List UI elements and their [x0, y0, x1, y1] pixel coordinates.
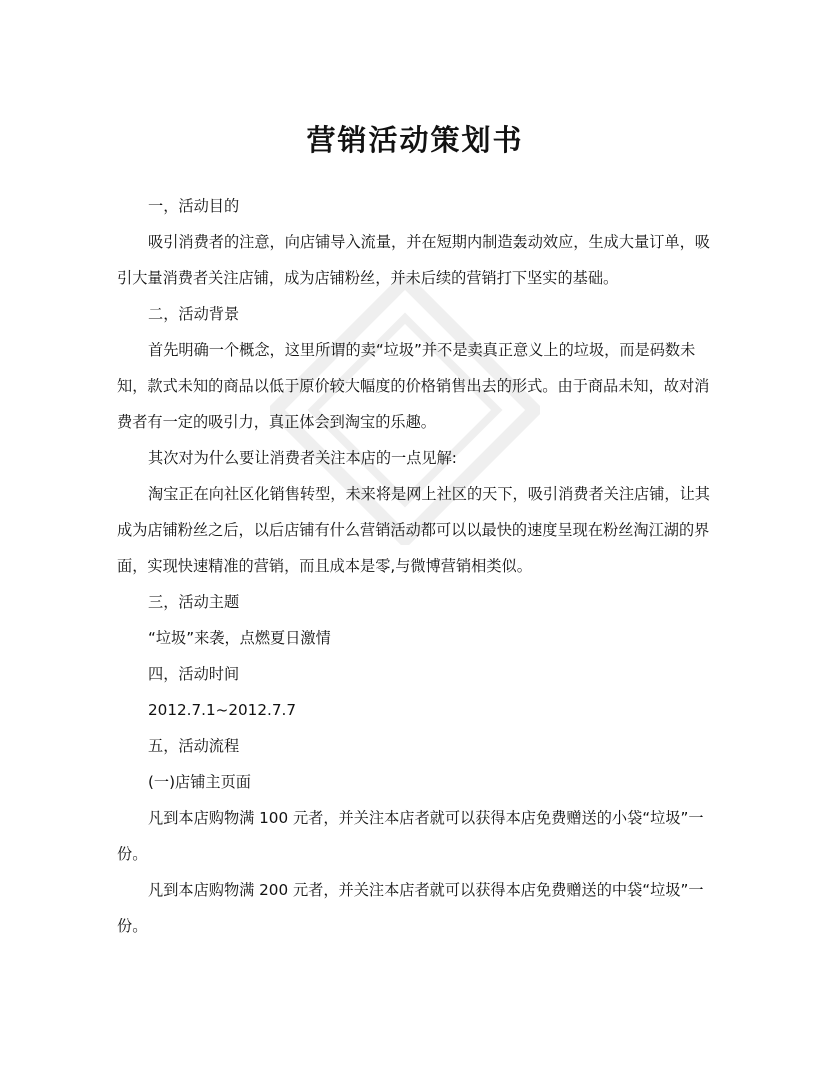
heading-background: 二，活动背景 [148, 305, 240, 323]
heading-process: 五，活动流程 [148, 737, 240, 755]
paragraph-offer-200: 凡到本店购物满 200 元者，并关注本店者就可以获得本店免费赠送的中袋“垃圾”一份。 [117, 881, 704, 935]
paragraph-background-1: 首先明确一个概念，这里所谓的卖“垃圾”并不是卖真正意义上的垃圾，而是码数未知，款式未知的商品以低于原价较大幅度的价格销售出去的形式。由于商品未知，故对消费者有一定的吸引力，真正体会到淘宝的乐趣。 [117, 341, 710, 431]
heading-purpose: 一，活动目的 [148, 197, 240, 215]
document-title: 营销活动策划书 [306, 123, 524, 157]
paragraph-theme: “垃圾”来袭，点燃夏日激情 [148, 629, 331, 647]
paragraph-background-2: 其次对为什么要让消费者关注本店的一点见解: [148, 449, 457, 467]
heading-theme: 三，活动主题 [148, 593, 240, 611]
heading-time: 四，活动时间 [148, 665, 240, 683]
subheading-store-home: (一)店铺主页面 [148, 773, 251, 791]
paragraph-offer-100: 凡到本店购物满 100 元者，并关注本店者就可以获得本店免费赠送的小袋“垃圾”一份。 [117, 809, 704, 863]
document-body [117, 188, 717, 944]
paragraph-purpose: 吸引消费者的注意，向店铺导入流量，并在短期内制造轰动效应，生成大量订单，吸引大量消费者关注店铺，成为店铺粉丝，并未后续的营销打下坚实的基础。 [117, 233, 710, 287]
paragraph-background-3: 淘宝正在向社区化销售转型，未来将是网上社区的天下，吸引消费者关注店铺，让其成为店铺粉丝之后，以后店铺有什么营销活动都可以以最快的速度呈现在粉丝淘江湖的界面，实现快速精准的营销，而且成本是零,与微博营销相类似。 [117, 485, 710, 575]
paragraph-time: 2012.7.1~2012.7.7 [148, 701, 296, 719]
